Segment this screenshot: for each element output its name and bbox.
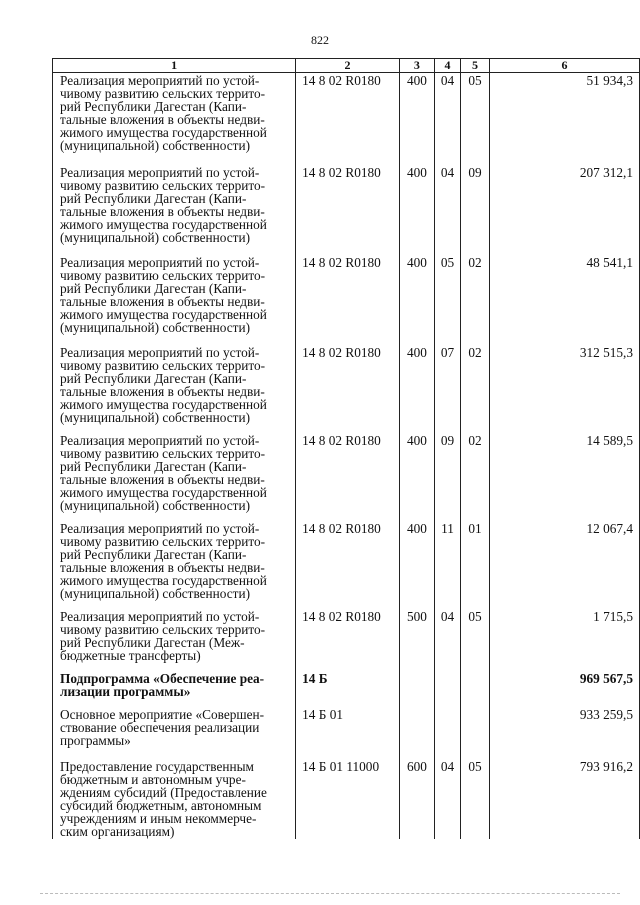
row-col3 (399, 707, 434, 759)
row-col4: 05 (434, 255, 460, 345)
row-col3: 400 (399, 433, 434, 521)
row-col4: 07 (434, 345, 460, 433)
row-col5: 02 (461, 345, 490, 433)
row-amount: 1 715,5 (489, 609, 639, 671)
row-code: 14 Б 01 11000 (296, 759, 400, 839)
row-col3: 600 (399, 759, 434, 839)
row-col4: 09 (434, 433, 460, 521)
row-description: Реализация мероприятий по устой- чивому развитию сельских террито- рий Республики Дагестан (Капи- тальные вложения в объекты недви- жимого имущества государственной (муниципальной) собственности) (53, 345, 296, 433)
row-description: Реализация мероприятий по устой- чивому развитию сельских террито- рий Республики Дагестан (Меж- бюджетные трансферты) (53, 609, 296, 671)
table-row (53, 345, 640, 433)
row-description: Предоставление государственным бюджетным и автономным учре- ждениям субсидий (Предоставление субсидий бюджетным, автономным учреждениям и иным некоммерче- ским организациям) (53, 759, 296, 839)
row-code: 14 Б 01 (296, 707, 400, 759)
row-code: 14 8 02 R0180 (296, 433, 400, 521)
table-row (53, 609, 640, 671)
row-col4: 04 (434, 759, 460, 839)
row-col3: 400 (399, 345, 434, 433)
row-col3: 400 (399, 521, 434, 609)
row-col5: 09 (461, 165, 490, 255)
row-code: 14 Б (296, 671, 400, 707)
row-code: 14 8 02 R0180 (296, 609, 400, 671)
table-row (53, 671, 640, 707)
row-description: Реализация мероприятий по устой- чивому развитию сельских террито- рий Республики Дагестан (Капи- тальные вложения в объекты недви- жимого имущества государственной (муниципальной) собственности) (53, 433, 296, 521)
row-col5 (461, 671, 490, 707)
row-code: 14 8 02 R0180 (296, 165, 400, 255)
row-description: Реализация мероприятий по устой- чивому развитию сельских террито- рий Республики Дагестан (Капи- тальные вложения в объекты недви- жимого имущества государственной (муниципальной) собственности) (53, 73, 296, 165)
row-col4: 04 (434, 73, 460, 165)
row-amount: 14 589,5 (489, 433, 639, 521)
column-header-2: 2 (296, 59, 400, 73)
row-col3 (399, 671, 434, 707)
row-col4: 04 (434, 165, 460, 255)
row-col5: 05 (461, 759, 490, 839)
row-col5: 01 (461, 521, 490, 609)
table-row (53, 255, 640, 345)
row-col3: 400 (399, 165, 434, 255)
bottom-rule (40, 893, 620, 894)
row-description: Реализация мероприятий по устой- чивому развитию сельских террито- рий Республики Дагестан (Капи- тальные вложения в объекты недви- жимого имущества государственной (муниципальной) собственности) (53, 255, 296, 345)
row-amount: 933 259,5 (489, 707, 639, 759)
row-description: Основное мероприятие «Совершен- ствование обеспечения реализации программы» (53, 707, 296, 759)
table-row (53, 521, 640, 609)
row-description: Реализация мероприятий по устой- чивому развитию сельских террито- рий Республики Дагестан (Капи- тальные вложения в объекты недви- жимого имущества государственной (муниципальной) собственности) (53, 521, 296, 609)
table-row (53, 165, 640, 255)
row-description: Подпрограмма «Обеспечение реа- лизации программы» (53, 671, 296, 707)
row-col3: 400 (399, 73, 434, 165)
row-col5 (461, 707, 490, 759)
row-col4 (434, 671, 460, 707)
row-code: 14 8 02 R0180 (296, 345, 400, 433)
row-col3: 500 (399, 609, 434, 671)
page-number: 822 (311, 33, 329, 47)
column-header-6: 6 (489, 59, 639, 73)
table-header-row (53, 59, 640, 73)
row-amount: 312 515,3 (489, 345, 639, 433)
table-row (53, 759, 640, 839)
row-code: 14 8 02 R0180 (296, 521, 400, 609)
row-col4 (434, 707, 460, 759)
row-amount: 48 541,1 (489, 255, 639, 345)
row-col4: 11 (434, 521, 460, 609)
column-header-3: 3 (399, 59, 434, 73)
budget-table (52, 58, 640, 839)
row-code: 14 8 02 R0180 (296, 73, 400, 165)
row-col5: 05 (461, 73, 490, 165)
row-amount: 51 934,3 (489, 73, 639, 165)
row-amount: 969 567,5 (489, 671, 639, 707)
column-header-4: 4 (434, 59, 460, 73)
row-amount: 207 312,1 (489, 165, 639, 255)
row-col5: 02 (461, 433, 490, 521)
table-row (53, 433, 640, 521)
row-col5: 02 (461, 255, 490, 345)
row-code: 14 8 02 R0180 (296, 255, 400, 345)
table-row (53, 73, 640, 165)
column-header-1: 1 (53, 59, 296, 73)
row-col5: 05 (461, 609, 490, 671)
row-description: Реализация мероприятий по устой- чивому развитию сельских террито- рий Республики Дагестан (Капи- тальные вложения в объекты недви- жимого имущества государственной (муниципальной) собственности) (53, 165, 296, 255)
column-header-5: 5 (461, 59, 490, 73)
row-col3: 400 (399, 255, 434, 345)
table-row (53, 707, 640, 759)
row-amount: 793 916,2 (489, 759, 639, 839)
row-col4: 04 (434, 609, 460, 671)
row-amount: 12 067,4 (489, 521, 639, 609)
